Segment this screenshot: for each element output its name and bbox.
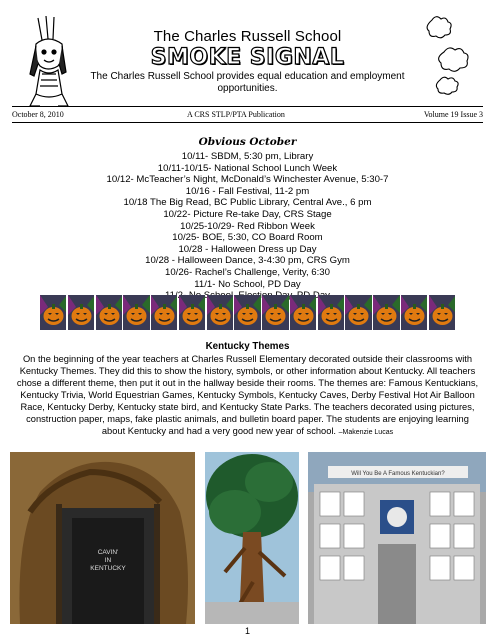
pumpkin-icon bbox=[96, 295, 122, 330]
kentucky-article-title: Kentucky Themes bbox=[205, 341, 290, 352]
pumpkin-icon bbox=[262, 295, 288, 330]
event-item: 10/18 The Big Read, BC Public Library, Central Ave., 6 pm bbox=[123, 197, 372, 209]
school-name: The Charles Russell School bbox=[153, 28, 342, 45]
event-item: 10/28 - Halloween Dance, 3-4:30 pm, CRS Gym bbox=[145, 255, 350, 267]
pumpkin-icon bbox=[401, 295, 427, 330]
smoke-clouds-icon bbox=[418, 12, 480, 102]
tree-display-photo bbox=[205, 452, 299, 624]
pumpkin-icon bbox=[207, 295, 233, 330]
events-list bbox=[0, 151, 495, 302]
issue-date: October 8, 2010 bbox=[12, 110, 64, 119]
pumpkin-icon bbox=[123, 295, 149, 330]
issue-info-bar bbox=[12, 110, 483, 122]
event-item: 10/26- Rachel’s Challenge, Verity, 6:30 bbox=[165, 266, 330, 278]
event-item: 10/25- BOE, 5:30, CO Board Room bbox=[172, 232, 323, 244]
event-item: 10/12- McTeacher’s Night, McDonald’s Winchester Avenue, 5:30-7 bbox=[106, 174, 389, 186]
event-item: 10/28 - Halloween Dress up Day bbox=[178, 243, 317, 255]
event-item: 11/1- No School, PD Day bbox=[194, 278, 301, 290]
famous-kentuckians-photo bbox=[308, 452, 486, 624]
volume-issue: Volume 19 Issue 3 bbox=[423, 110, 483, 119]
kentucky-article-body bbox=[14, 353, 481, 439]
header-rule-top bbox=[12, 106, 483, 107]
publication-credit: A CRS STLP/PTA Publication bbox=[187, 110, 285, 119]
pumpkin-icon bbox=[234, 295, 260, 330]
pumpkin-border bbox=[40, 295, 455, 330]
masthead-title: SMOKE SIGNAL bbox=[150, 45, 345, 70]
pumpkin-icon bbox=[290, 295, 316, 330]
pumpkin-icon bbox=[40, 295, 66, 330]
event-item: 10/25-10/29- Red Ribbon Week bbox=[180, 220, 315, 232]
pumpkin-icon bbox=[68, 295, 94, 330]
pumpkin-icon bbox=[318, 295, 344, 330]
equal-opportunity-notice: The Charles Russell School provides equal education and employment opportunities. bbox=[90, 71, 405, 94]
cave-display-photo bbox=[10, 452, 195, 624]
cave-sign-text: CAVIN' IN KENTUCKY bbox=[90, 549, 126, 572]
pumpkin-icon bbox=[151, 295, 177, 330]
event-item: 10/16 - Fall Festival, 11-2 pm bbox=[185, 185, 310, 197]
event-item: 10/11-10/15- National School Lunch Week bbox=[157, 162, 338, 174]
article-text: On the beginning of the year teachers at Charles Russell Elementary decorated outside their classrooms with Kentucky Themes. They did this to show the history, symbols, or other information about Kentucky. All teachers chose a different theme, then put it out in the hallway beside their rooms. The themes are: Famous Kentuckians, Kentucky Trivia, World Equestrian Games, Kentucky Symbols, Kentucky Caves, Derby Festival Hot Air Balloon Race, Kentucky Derby, Kentucky state bird, and Kentucky State Parks. The teachers decorated using pictures, construction paper, maps, fake plastic animals, and bulletin board paper. The students are enjoying learning about Kentucky and had a very good new year of school. bbox=[16, 354, 479, 436]
pumpkin-icon bbox=[429, 295, 455, 330]
article-author: –Makenzie Lucas bbox=[338, 429, 394, 436]
pumpkin-icon bbox=[373, 295, 399, 330]
october-section-title: Obvious October bbox=[198, 136, 297, 148]
banner-text: Will You Be A Famous Kentuckian? bbox=[351, 471, 445, 477]
page-number: 1 bbox=[244, 626, 250, 636]
event-item: 10/22- Picture Re-take Day, CRS Stage bbox=[163, 208, 332, 220]
header-rule-bottom bbox=[12, 122, 483, 123]
pumpkin-icon bbox=[345, 295, 371, 330]
pumpkin-icon bbox=[179, 295, 205, 330]
event-item: 10/11- SBDM, 5:30 pm, Library bbox=[181, 151, 314, 162]
